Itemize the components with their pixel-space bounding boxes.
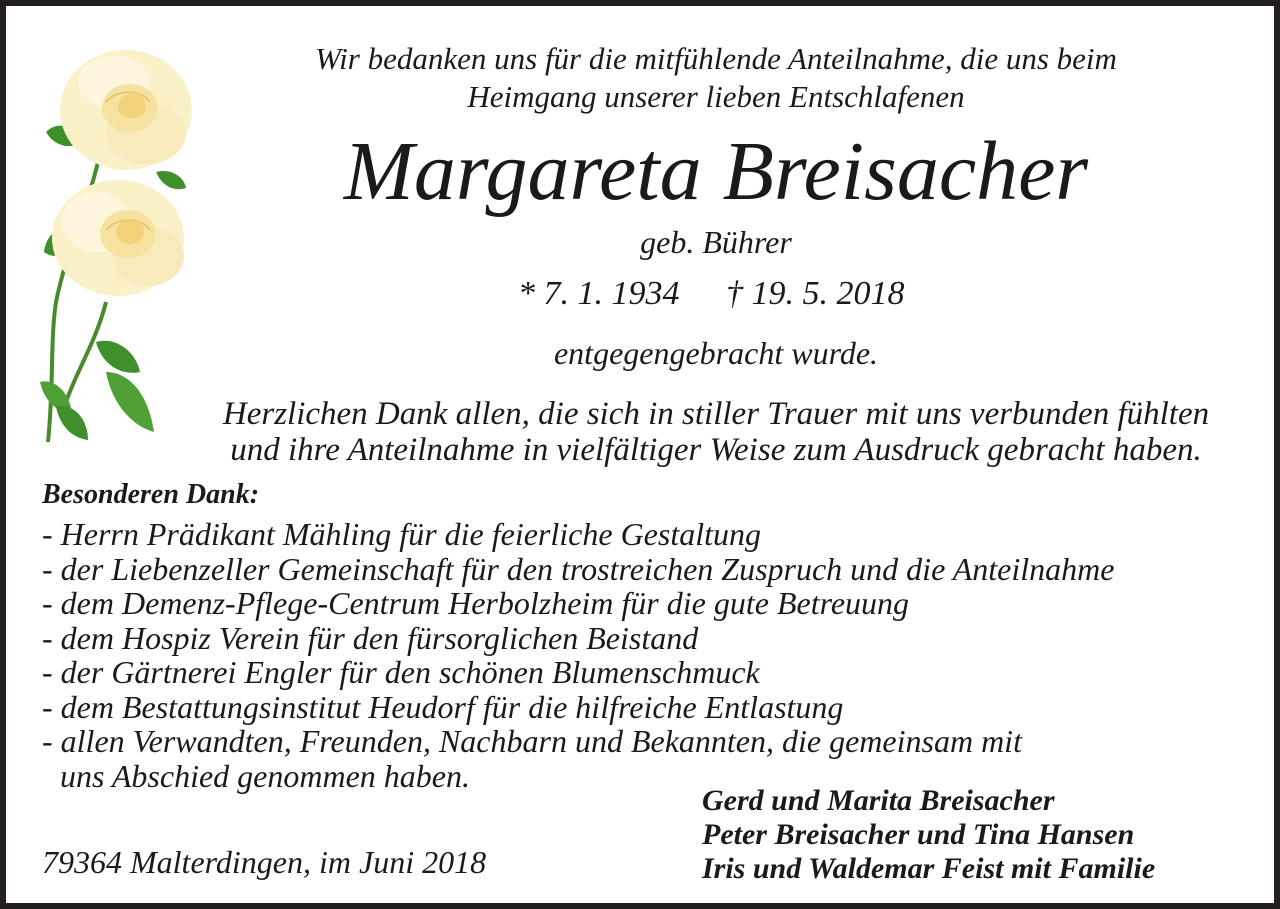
special-thanks-list — [42, 517, 1114, 793]
thanks-line-1: Herzlichen Dank allen, die sich in stiller Trauer mit uns verbunden fühlten — [222, 396, 1210, 432]
special-thanks-heading: Besonderen Dank: — [42, 479, 260, 510]
maiden-name: geb. Bührer — [640, 224, 792, 260]
roses-illustration — [36, 42, 206, 452]
deceased-name: Margareta Breisacher — [343, 125, 1089, 218]
received-line: entgegengebracht wurde. — [553, 335, 879, 371]
signatory: Peter Breisacher und Tina Hansen — [702, 818, 1135, 851]
list-item: - Herrn Prädikant Mähling für die feierliche Gestaltung — [42, 516, 761, 552]
death-date: † 19. 5. 2018 — [726, 275, 905, 312]
thanks-line-2: und ihre Anteilnahme in vielfältiger Weise zum Ausdruck gebracht haben. — [230, 432, 1202, 468]
list-item-continuation: uns Abschied genommen haben. — [60, 757, 470, 794]
signatory: Iris und Waldemar Feist mit Familie — [702, 852, 1156, 885]
list-item: - dem Bestattungsinstitut Heudorf für die hilfreiche Entlastung — [42, 688, 844, 725]
intro-line-1: Wir bedanken uns für die mitfühlende Anteilnahme, die uns beim — [315, 41, 1117, 76]
place-and-date: 79364 Malterdingen, im Juni 2018 — [42, 844, 487, 880]
list-item: - der Liebenzeller Gemeinschaft für den trostreichen Zuspruch und die Anteilnahme — [42, 550, 1115, 587]
signatories — [702, 784, 1155, 886]
intro-line-2: Heimgang unserer lieben Entschlafenen — [467, 79, 965, 114]
list-item: - der Gärtnerei Engler für den schönen Blumenschmuck — [42, 654, 760, 690]
signatory: Gerd und Marita Breisacher — [702, 784, 1055, 817]
list-item — [42, 724, 1114, 793]
list-item: - dem Demenz-Pflege-Centrum Herbolzheim für die gute Betreuung — [42, 585, 910, 621]
list-item: - dem Hospiz Verein für den fürsorglichen Beistand — [42, 619, 699, 656]
birth-date: * 7. 1. 1934 — [518, 275, 680, 312]
list-item-text: - allen Verwandten, Freunden, Nachbarn und Bekannten, die gemeinsam mit — [42, 723, 1022, 759]
